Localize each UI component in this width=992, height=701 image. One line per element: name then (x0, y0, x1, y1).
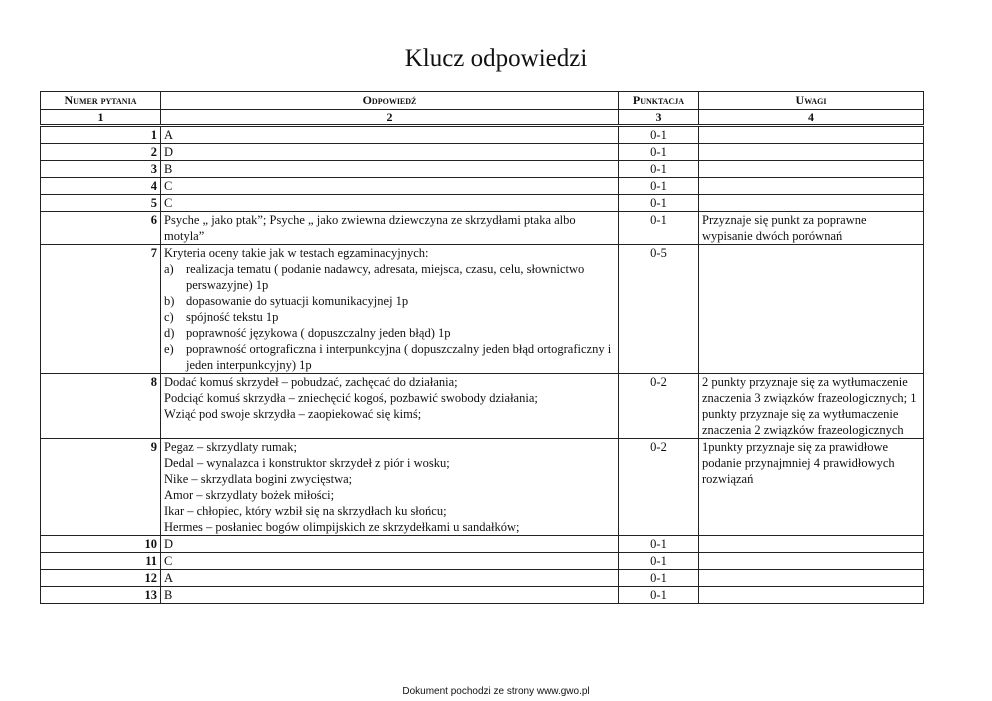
table-row (41, 178, 924, 195)
answer-cell (161, 570, 619, 587)
header-numer: Numer pytania (41, 92, 161, 110)
criteria-letter: b) (164, 294, 175, 308)
notes-cell (699, 587, 924, 604)
notes-cell: 2 punkty przyznaje się za wytłumaczenie znaczenia 3 związków frazeologicznych; 1 punkty przyznaje się za wytłumaczenie znaczenia 2 związków frazeologicznych (699, 374, 924, 439)
criteria-letter: d) (164, 326, 175, 340)
header-odpowiedz: Odpowiedź (161, 92, 619, 110)
criteria-letter: e) (164, 342, 174, 356)
criteria-letter: a) (164, 262, 174, 276)
answer-text: Nike – skrzydlata bogini zwycięstwa; (164, 472, 353, 486)
answer-cell (161, 245, 619, 374)
question-number: 6 (41, 212, 161, 245)
notes-cell: Przyznaje się punkt za poprawne wypisanie dwóch porównań (699, 212, 924, 245)
answer-text: Dodać komuś skrzydeł – pobudzać, zachęcać do działania; (164, 375, 458, 389)
notes-cell: 1punkty przyznaje się za prawidłowe podanie przynajmniej 4 prawidłowych rozwiązań (699, 439, 924, 536)
header-row (41, 92, 924, 110)
notes-cell (699, 570, 924, 587)
notes-cell (699, 553, 924, 570)
header-uwagi: Uwagi (699, 92, 924, 110)
answer-text: Wziąć pod swoje skrzydła – zaopiekować się kimś; (164, 407, 422, 421)
answer-text: B (164, 162, 173, 176)
table-row (41, 245, 924, 374)
criteria-intro: Kryteria oceny takie jak w testach egzaminacyjnych: (164, 246, 429, 260)
table-row (41, 536, 924, 553)
answer-text: C (164, 196, 173, 210)
question-number: 12 (41, 570, 161, 587)
table-row (41, 144, 924, 161)
answer-cell (161, 161, 619, 178)
column-number: 4 (699, 110, 924, 126)
answer-text: Amor – skrzydlaty bożek miłości; (164, 488, 335, 502)
column-number: 2 (161, 110, 619, 126)
answer-text: Hermes – posłaniec bogów olimpijskich ze skrzydełkami u sandałków; (164, 520, 520, 534)
criteria-text: poprawność ortograficzna i interpunkcyjna ( dopuszczalny jeden błąd ortograficzny i jeden interpunkcyjny) 1p (186, 342, 612, 372)
answer-cell (161, 212, 619, 245)
question-number: 4 (41, 178, 161, 195)
notes-cell (699, 195, 924, 212)
points-cell: 0-1 (619, 212, 699, 245)
header-punktacja: Punktacja (619, 92, 699, 110)
table-row (41, 553, 924, 570)
answer-text: Podciąć komuś skrzydła – zniechęcić kogoś, pozbawić swobody działania; (164, 391, 538, 405)
column-number: 1 (41, 110, 161, 126)
criteria-text: poprawność językowa ( dopuszczalny jeden błąd) 1p (186, 326, 451, 340)
criteria-letter: c) (164, 310, 174, 324)
answer-cell (161, 536, 619, 553)
notes-cell (699, 126, 924, 144)
answer-cell (161, 553, 619, 570)
points-cell: 0-1 (619, 195, 699, 212)
criteria-item (164, 293, 615, 309)
criteria-item (164, 309, 615, 325)
answer-cell (161, 178, 619, 195)
question-number: 10 (41, 536, 161, 553)
points-cell: 0-1 (619, 161, 699, 178)
notes-cell (699, 144, 924, 161)
table-row (41, 195, 924, 212)
page-title: Klucz odpowiedzi (404, 45, 588, 72)
column-number: 3 (619, 110, 699, 126)
notes-cell (699, 245, 924, 374)
table-row (41, 374, 924, 439)
question-number: 11 (41, 553, 161, 570)
answer-cell (161, 374, 619, 439)
question-number: 5 (41, 195, 161, 212)
footer-source: Dokument pochodzi ze strony www.gwo.pl (402, 686, 590, 697)
points-cell: 0-1 (619, 570, 699, 587)
answer-rows (41, 126, 924, 604)
criteria-item (164, 325, 615, 341)
notes-cell (699, 161, 924, 178)
question-number: 1 (41, 126, 161, 144)
criteria-text: dopasowanie do sytuacji komunikacyjnej 1p (186, 294, 409, 308)
answer-text: Psyche „ jako ptak”; Psyche „ jako zwiewna dziewczyna ze skrzydłami ptaka albo motyla” (164, 213, 576, 243)
answer-text: A (164, 128, 174, 142)
answer-cell (161, 587, 619, 604)
question-number: 7 (41, 245, 161, 374)
table-row (41, 570, 924, 587)
question-number: 9 (41, 439, 161, 536)
criteria-item (164, 341, 615, 373)
criteria-item (164, 261, 615, 293)
answer-cell (161, 144, 619, 161)
answer-text: C (164, 554, 173, 568)
points-cell: 0-1 (619, 553, 699, 570)
answer-cell (161, 439, 619, 536)
question-number: 3 (41, 161, 161, 178)
answer-text: D (164, 537, 174, 551)
answer-text: Pegaz – skrzydlaty rumak; (164, 440, 297, 454)
answer-text: A (164, 571, 174, 585)
points-cell: 0-2 (619, 439, 699, 536)
points-cell: 0-1 (619, 178, 699, 195)
criteria-text: realizacja tematu ( podanie nadawcy, adresata, miejsca, czasu, celu, słownictwo perswazyjne) 1p (186, 262, 585, 292)
points-cell: 0-1 (619, 144, 699, 161)
answer-key-table (40, 91, 924, 604)
points-cell: 0-5 (619, 245, 699, 374)
table-row (41, 587, 924, 604)
question-number: 8 (41, 374, 161, 439)
notes-cell (699, 178, 924, 195)
column-number-row (41, 110, 924, 126)
answer-text: C (164, 179, 173, 193)
answer-cell (161, 195, 619, 212)
answer-text: B (164, 588, 173, 602)
points-cell: 0-1 (619, 126, 699, 144)
question-number: 13 (41, 587, 161, 604)
notes-cell (699, 536, 924, 553)
points-cell: 0-1 (619, 587, 699, 604)
points-cell: 0-2 (619, 374, 699, 439)
question-number: 2 (41, 144, 161, 161)
table-row (41, 212, 924, 245)
table-row (41, 126, 924, 144)
table-row (41, 161, 924, 178)
answer-cell (161, 126, 619, 144)
points-cell: 0-1 (619, 536, 699, 553)
criteria-text: spójność tekstu 1p (186, 310, 279, 324)
answer-text: D (164, 145, 174, 159)
answer-text: Ikar – chłopiec, który wzbił się na skrzydłach ku słońcu; (164, 504, 447, 518)
table-row (41, 439, 924, 536)
answer-text: Dedal – wynalazca i konstruktor skrzydeł z piór i wosku; (164, 456, 450, 470)
